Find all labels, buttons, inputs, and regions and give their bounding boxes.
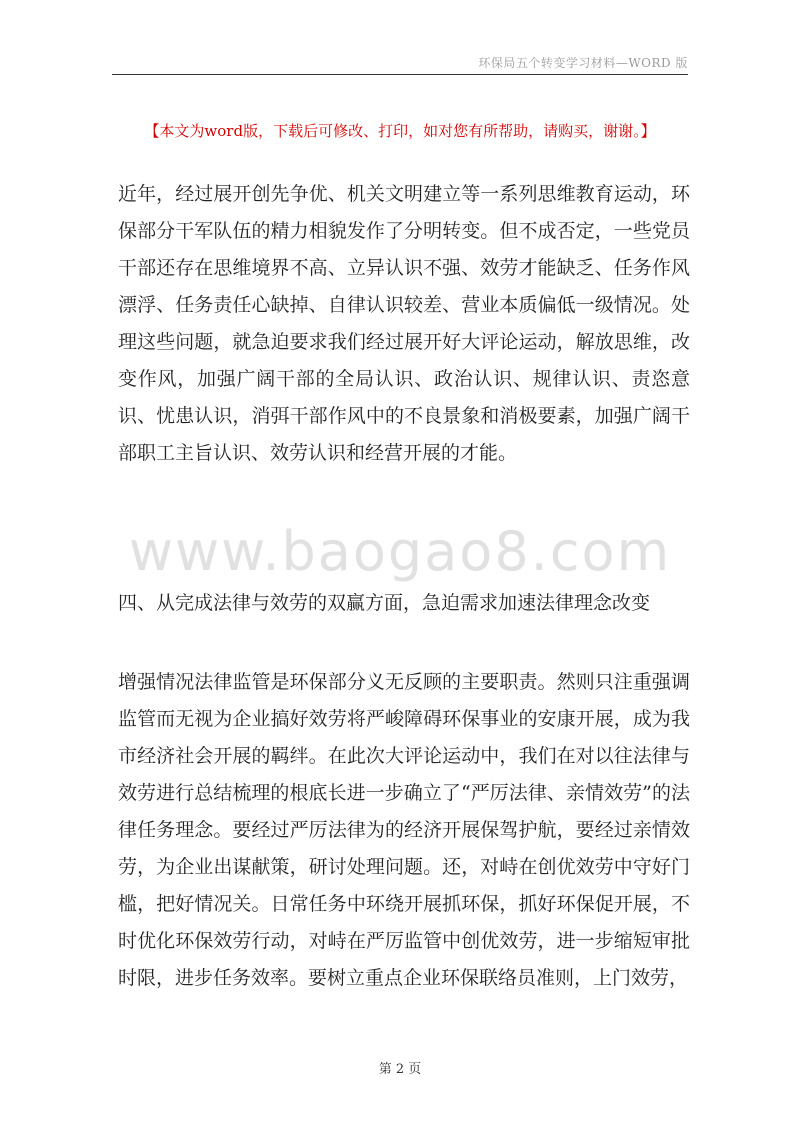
download-notice: 【本文为word版，下载后可修改、打印，如对您有所帮助，请购买，谢谢。】 — [144, 122, 656, 140]
body-paragraph-1: 近年，经过展开创先争优、机关文明建立等一系列思维教育运动，环保部分干军队伍的精力相貌发作了分明转变。但不成否定，一些党员干部还存在思维境界不高、立异认识不强、效劳才能缺乏、任务作风漂浮、任务责任心缺掉、自律认识较差、营业本质偏低一级情况。处理这些问题，就急迫要求我们经过展开好大评论运动，解放思维，改变作风，加强广阔干部的全局认识、政治认识、规律认识、责恣意识、忧患认识，消弭干部作风中的不良景象和消极要素，加强广阔干部职工主旨认识、效劳认识和经营开展的才能。 — [118, 183, 690, 464]
section-heading: 四、从完成法律与效劳的双赢方面，急迫需求加速法律理念改变 — [118, 592, 651, 614]
header-divider — [112, 74, 688, 75]
body-paragraph-2: 增强情况法律监管是环保部分义无反顾的主要职责。然则只注重强调监管而无视为企业搞好效劳将严峻障碍环保事业的安康开展，成为我市经济社会开展的羁绊。在此次大评论运动中，我们在对以往法律与效劳进行总结梳理的根底长进一步确立了“严厉法律、亲情效劳”的法律任务理念。要经过严厉法律为的经济开展保驾护航，要经过亲情效劳，为企业出谋献策，研讨处理问题。还，对峙在创优效劳中守好门槛，把好情况关。日常任务中环绕开展抓环保，抓好环保促开展，不时优化环保效劳行动，对峙在严厉监管中创优效劳，进一步缩短审批时限，进步任务效率。要树立重点企业环保联络员准则，上门效劳， — [118, 671, 690, 989]
page-number: 第 2 页 — [378, 1062, 422, 1077]
running-header: 环保局五个转变学习材料—WORD 版 — [478, 56, 688, 70]
watermark: www.baogao8.com — [128, 520, 672, 583]
